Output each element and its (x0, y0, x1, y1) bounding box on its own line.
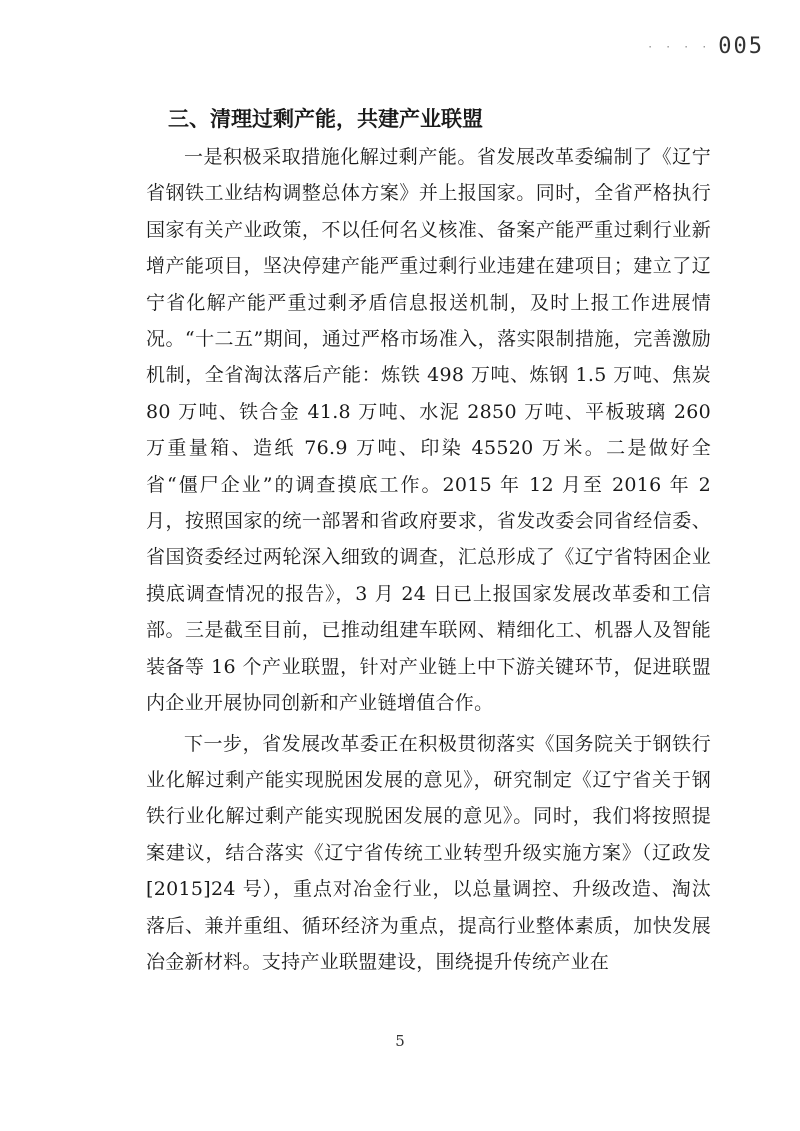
paragraph-1: 一是积极采取措施化解过剩产能。省发展改革委编制了《辽宁省钢铁工业结构调整总体方案》并上报国家。同时，全省严格执行国家有关产业政策，不以任何名义核准、备案产能严重过剩行业新增产能项目，坚决停建产能严重过剩行业违建在建项目；建立了辽宁省化解产能严重过剩矛盾信息报送机制，及时上报工作进展情况。“十二五”期间，通过严格市场准入，落实限制措施，完善激励机制，全省淘汰落后产能：炼铁 498 万吨、炼钢 1.5 万吨、焦炭 80 万吨、铁合金 41.8 万吨、水泥 2850 万吨、平板玻璃 260 万重量箱、造纸 76.9 万吨、印染 45520 万米。二是做好全省“僵尸企业”的调查摸底工作。2015 年 12 月至 2016 年 2 月，按照国家的统一部署和省政府要求，省发改委会同省经信委、省国资委经过两轮深入细致的调查，汇总形成了《辽宁省特困企业摸底调查情况的报告》，3 月 24 日已上报国家发展改革委和工信部。三是截至目前，已推动组建车联网、精细化工、机器人及智能装备等 16 个产业联盟，针对产业链上中下游关键环节，促进联盟内企业开展协同创新和产业链增值合作。 (146, 146, 711, 715)
stamp-number: 005 (718, 34, 764, 59)
document-body (146, 100, 711, 980)
stamp-dots: · · · · (647, 41, 711, 53)
section-heading: 三、清理过剩产能，共建产业联盟 (168, 107, 483, 131)
page-number: 5 (395, 1032, 405, 1050)
paragraph-2: 下一步，省发展改革委正在积极贯彻落实《国务院关于钢铁行业化解过剩产能实现脱困发展的意见》，研究制定《辽宁省关于钢铁行业化解过剩产能实现脱困发展的意见》。同时，我们将按照提案建议，结合落实《辽宁省传统工业转型升级实施方案》（辽政发[2015]24 号），重点对冶金行业，以总量调控、升级改造、淘汰落后、兼并重组、循环经济为重点，提高行业整体素质，加快发展冶金新材料。支持产业联盟建设，围绕提升传统产业在 (146, 732, 711, 973)
page-stamp (647, 34, 764, 59)
